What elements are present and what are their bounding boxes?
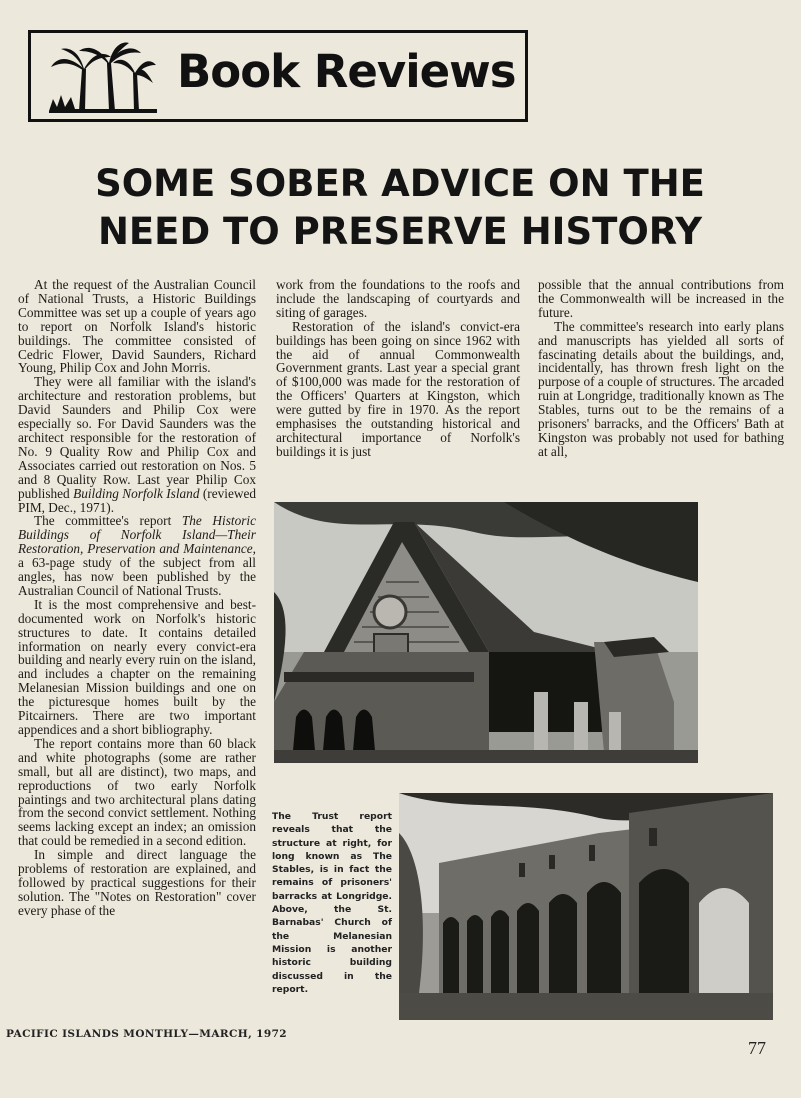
article-headline xyxy=(70,160,730,256)
article-column-1 xyxy=(18,278,256,918)
paragraph: work from the foundations to the roofs and include the landscaping of courtyards and siting of garages. xyxy=(276,277,520,320)
headline-line-2: NEED TO PRESERVE HISTORY xyxy=(97,210,703,253)
paragraph: The committee's research into early plans and manuscripts has yielded all sorts of fascinating details about the buildings, and, incidentally, has thrown fresh light on the purpose of a couple of structures. The arcaded ruin at Longridge, traditionally known as The Stables, turns out to be the remains of a prisoners' barracks, and the Officers' Bath at Kingston was probably not used for bathing at all, xyxy=(538,318,784,459)
paragraph: It is the most comprehensive and best-documented work on Norfolk's historic structures to date. It contains detailed information on nearly every convict-era building and nearly every ruin on the island, and includes a chapter on the remaining Melanesian Mission buildings and one on the picturesque homes built by the Pitcairners. There are two important appendices and a short bibliography. xyxy=(18,596,256,737)
photo-caption: The Trust report reveals that the structure at right, for long known as The Stables, is in fact the remains of prisoners' barracks at Longridge. Above, the St. Barnabas' Church of the Melanesian Mission is another historic building discussed in the report. xyxy=(272,811,392,995)
masthead-footer: PACIFIC ISLANDS MONTHLY—MARCH, 1972 xyxy=(6,1028,288,1040)
church-photo xyxy=(274,502,698,763)
article-column-3 xyxy=(538,278,784,459)
paragraph: Restoration of the island's convict-era buildings has been going on since 1962 with the aid of annual Commonwealth Government grants. Last year a special grant of $100,000 was made for the restoration of the Officers' Quarters at Kingston, which were gutted by fire in 1970. As the report emphasises the outstanding historical and architectural importance of Norfolk's buildings it is just xyxy=(276,318,520,459)
barracks-ruin-photo xyxy=(399,793,773,1020)
section-header xyxy=(28,30,528,122)
paragraph: They were all familiar with the island's architecture and restoration problems, but David Saunders and Philip Cox were especially so. For David Saunders was the architect responsible for the restoration of No. 9 Quality Row and Philip Cox and Associates carried out restoration on Nos. 5 and 8 Quality Row. Last year Philip Cox published Building Norfolk Island (reviewed PIM, Dec., 1971). xyxy=(18,374,256,515)
paragraph: possible that the annual contributions from the Commonwealth will be increased in the future. xyxy=(538,277,784,320)
palm-trees-logo-icon xyxy=(49,41,157,113)
paragraph: At the request of the Australian Council of National Trusts, a Historic Buildings Committee was set up a couple of years ago to report on Norfolk Island's historic buildings. The committee consisted of Cedric Flower, David Saunders, Richard Young, Philip Cox and John Morris. xyxy=(18,277,256,376)
page-number: 77 xyxy=(748,1038,766,1058)
article-column-2 xyxy=(276,278,520,459)
section-title: Book Reviews xyxy=(177,45,516,98)
paragraph: The committee's report The Historic Buildings of Norfolk Island—Their Restoration, Preservation and Maintenance, a 63-page study of the subject from all angles, has now been published by the Australian Council of National Trusts. xyxy=(18,513,256,598)
headline-line-1: SOME SOBER ADVICE ON THE xyxy=(95,162,705,205)
paragraph: In simple and direct language the problems of restoration are explained, and followed by practical suggestions for their solution. The "Notes on Restoration" cover every phase of the xyxy=(18,847,256,918)
paragraph: The report contains more than 60 black and white photographs (some are rather small, but all are distinct), two maps, and reproductions of two early Norfolk paintings and two architectural plans dating from the second convict settlement. Nothing seems lacking except an index; an omission that could be remedied in a second edition. xyxy=(18,735,256,849)
